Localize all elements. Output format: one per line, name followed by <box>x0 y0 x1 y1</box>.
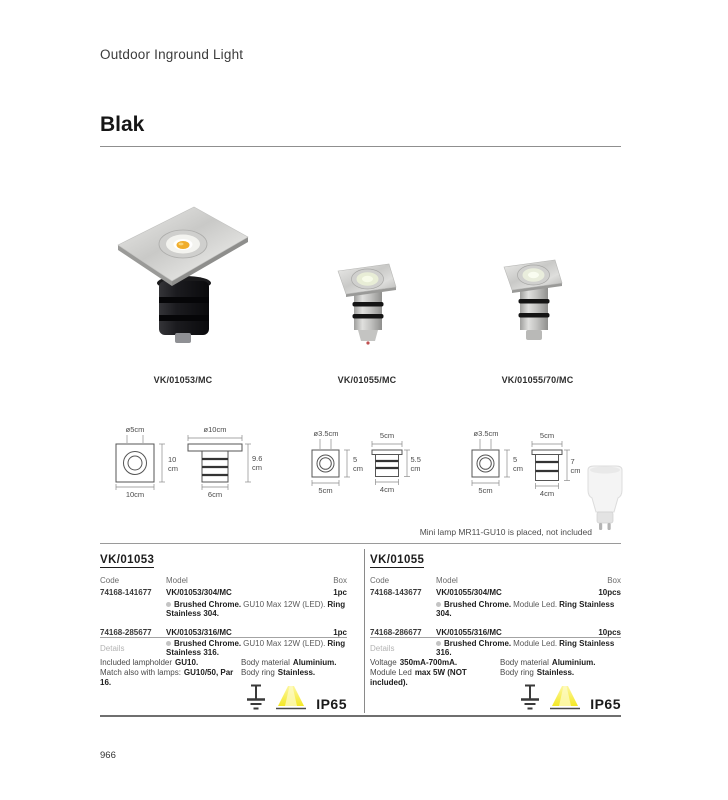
col-header-model: Model <box>436 576 458 585</box>
col-header-code: Code <box>370 576 390 585</box>
row-description: Brushed Chrome. Module Led. Ring Stainless 304. <box>436 599 615 618</box>
product-label-vk01053: VK/01053/MC <box>153 375 213 385</box>
page-title: Blak <box>100 113 145 136</box>
details-line: Match also with lamps: GU10/50, Par 16. <box>100 668 234 687</box>
row-code: 74168-286677 <box>370 627 422 637</box>
svg-text:ø3.5cm: ø3.5cm <box>473 429 499 438</box>
details-col-1 <box>370 658 500 688</box>
details-label: Details <box>370 644 395 653</box>
details-rule <box>370 637 621 638</box>
col-header-box: Box <box>333 576 347 585</box>
section-heading: VK/01053 <box>100 554 155 566</box>
details-rule <box>100 637 347 638</box>
row-box: 1pc <box>333 588 347 597</box>
svg-text:5: 5 <box>353 455 358 464</box>
details-line: Module Led max 5W (NOT included). <box>370 668 467 687</box>
svg-text:10cm: 10cm <box>125 490 145 499</box>
ip-rating: IP65 <box>316 696 347 712</box>
details-line: Included lampholder GU10. <box>100 658 199 667</box>
spec-table <box>370 576 621 667</box>
page-number: 966 <box>100 750 116 761</box>
spec-section-vk01053 <box>100 550 347 713</box>
svg-text:5.5: 5.5 <box>410 455 421 464</box>
finish-swatch-icon <box>436 602 441 607</box>
svg-text:cm: cm <box>252 463 262 472</box>
col-header-model: Model <box>166 576 188 585</box>
row-description: Brushed Chrome. GU10 Max 12W (LED). Ring Stainless 316. <box>166 639 346 657</box>
svg-text:5cm: 5cm <box>318 486 333 495</box>
col-header-box: Box <box>607 576 621 585</box>
row-model: VK/01055/316/MC <box>436 627 502 637</box>
page-bottom-rule <box>100 715 621 717</box>
gu10-lamp-photo <box>584 464 626 536</box>
details-line: Voltage 350mA-700mA. <box>370 658 458 667</box>
svg-text:10: 10 <box>168 455 177 464</box>
row-code: 74168-285677 <box>100 627 152 637</box>
finish-swatch-icon <box>166 602 171 607</box>
svg-text:5cm: 5cm <box>478 486 493 495</box>
dimension-drawing-vk01055-70 <box>466 424 582 502</box>
svg-text:5: 5 <box>513 455 518 464</box>
row-model: VK/01055/304/MC <box>436 588 502 597</box>
spec-section-vk01055 <box>370 550 621 713</box>
lamp-note: Mini lamp MR11-GU10 is placed, not included <box>419 527 592 537</box>
certification-icons <box>246 684 347 711</box>
row-code: 74168-143677 <box>370 588 422 597</box>
product-label-vk01055: VK/01055/MC <box>337 375 397 385</box>
details-col-1 <box>100 658 241 688</box>
svg-text:6cm: 6cm <box>207 490 223 499</box>
details-line: Body ring Stainless. <box>241 668 316 677</box>
page-category: Outdoor Inground Light <box>100 47 244 62</box>
earth-ground-icon <box>520 684 540 711</box>
svg-text:cm: cm <box>570 466 581 475</box>
light-beam-icon <box>549 685 581 711</box>
svg-text:9.6: 9.6 <box>252 454 262 463</box>
svg-text:cm: cm <box>410 464 421 473</box>
finish-swatch-icon <box>436 641 441 646</box>
row-description: Brushed Chrome. Module Led. Ring Stainless 316. <box>436 639 615 657</box>
certification-icons <box>520 684 621 711</box>
details-line: Body material Aluminium. <box>241 658 337 667</box>
col-header-code: Code <box>100 576 120 585</box>
ip-rating: IP65 <box>590 696 621 712</box>
title-rule <box>100 146 621 147</box>
product-photo-vk01053 <box>106 193 258 345</box>
product-label-vk01055-70: VK/01055/70/MC <box>501 375 574 385</box>
row-code: 74168-141677 <box>100 588 152 597</box>
details-line: Body material Aluminium. <box>500 658 596 667</box>
dimension-drawing-vk01053 <box>112 424 262 500</box>
svg-text:7: 7 <box>570 457 575 466</box>
dimension-drawing-vk01055 <box>306 424 422 502</box>
details-line: Body ring Stainless. <box>500 668 575 677</box>
svg-text:5cm: 5cm <box>379 431 395 440</box>
details-label: Details <box>100 644 125 653</box>
spec-table <box>100 576 347 667</box>
row-model: VK/01053/304/MC <box>166 588 232 597</box>
row-description: Brushed Chrome. GU10 Max 12W (LED). Ring Stainless 304. <box>166 599 346 618</box>
svg-text:cm: cm <box>513 464 523 473</box>
svg-text:cm: cm <box>168 464 178 473</box>
product-photo-vk01055 <box>332 256 404 350</box>
svg-text:cm: cm <box>353 464 363 473</box>
finish-swatch-icon <box>166 641 171 646</box>
row-model: VK/01053/316/MC <box>166 627 232 637</box>
row-box: 1pc <box>333 627 347 637</box>
row-box: 10pcs <box>598 588 621 597</box>
svg-text:ø5cm: ø5cm <box>125 425 145 434</box>
earth-ground-icon <box>246 684 266 711</box>
spec-top-rule <box>100 543 621 544</box>
svg-text:4cm: 4cm <box>539 489 555 498</box>
light-beam-icon <box>275 685 307 711</box>
column-divider <box>364 549 365 713</box>
svg-text:ø3.5cm: ø3.5cm <box>313 429 339 438</box>
svg-text:ø10cm: ø10cm <box>203 425 227 434</box>
product-photo-vk01055-70 <box>498 252 570 348</box>
svg-text:5cm: 5cm <box>539 431 555 440</box>
svg-text:4cm: 4cm <box>379 485 395 494</box>
row-box: 10pcs <box>598 627 621 637</box>
section-heading: VK/01055 <box>370 554 425 566</box>
